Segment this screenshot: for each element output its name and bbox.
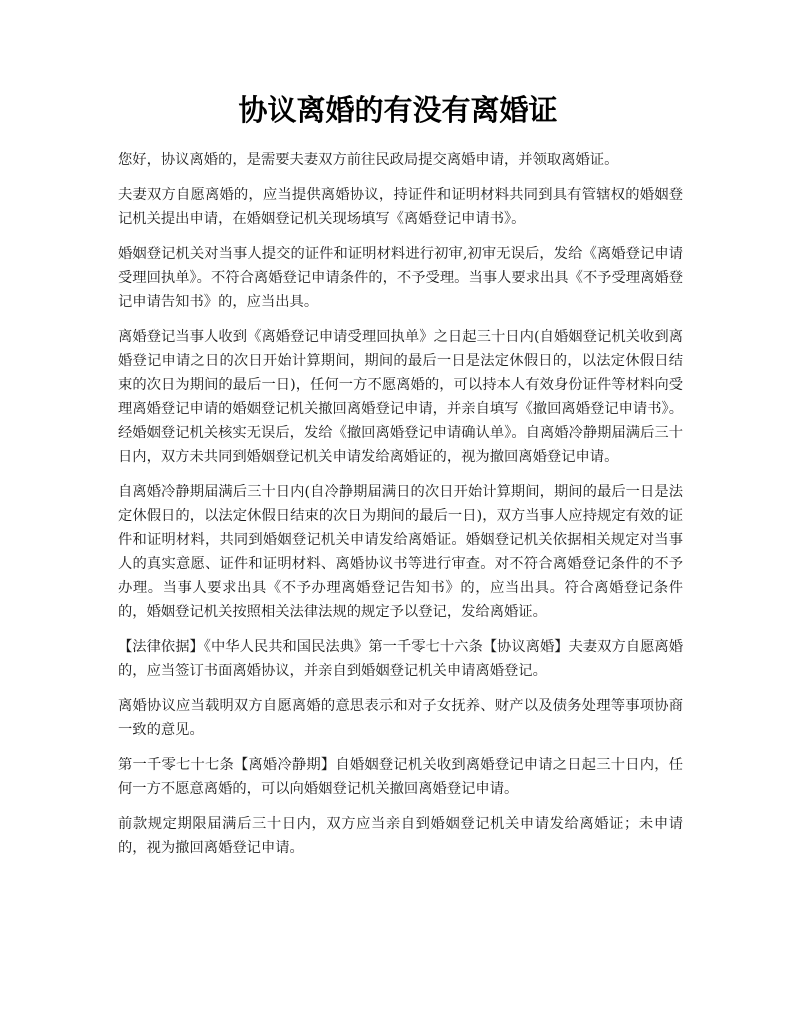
paragraph-deadline: 前款规定期限届满后三十日内，双方应当亲自到婚姻登记机关申请发给离婚证；未申请的，视为撤回离婚登记申请。 (118, 816, 683, 856)
paragraph-withdrawal: 离婚登记当事人收到《离婚登记申请受理回执单》之日起三十日内(自婚姻登记机关收到离婚登记申请之日的次日开始计算期间，期间的最后一日是法定休假日的，以法定休假日结束的次日为期间的最后一日)，任何一方不愿离婚的，可以持本人有效身份证件等材料向受理离婚登记申请的婚姻登记机关撤回离婚登记申请，并亲自填写《撤回离婚登记申请书》。经婚姻登记机关核实无误后，发给《撤回离婚登记申请确认单》。自离婚冷静期届满后三十日内，双方未共同到婚姻登记机关申请发给离婚证的，视为撤回离婚登记申请。 (118, 329, 683, 465)
paragraph-cooling-off: 第一千零七十七条【离婚冷静期】自婚姻登记机关收到离婚登记申请之日起三十日内，任何一方不愿意离婚的，可以向婚姻登记机关撤回离婚登记申请。 (118, 757, 683, 797)
document-title: 协议离婚的有没有离婚证 (238, 93, 558, 127)
paragraph-agreement-content: 离婚协议应当载明双方自愿离婚的意思表示和对子女抚养、财产以及债务处理等事项协商一致的意见。 (118, 698, 683, 738)
paragraph-certificate-issue: 自离婚冷静期届满后三十日内(自冷静期届满日的次日开始计算期间，期间的最后一日是法定休假日的，以法定休假日结束的次日为期间的最后一日)，双方当事人应持规定有效的证件和证明材料，共同到婚姻登记机关申请发给离婚证。婚姻登记机关依据相关规定对当事人的真实意愿、证件和证明材料、离婚协议书等进行审查。对不符合离婚登记条件的不予办理。当事人要求出具《不予办理离婚登记告知书》的，应当出具。符合离婚登记条件的，婚姻登记机关按照相关法律法规的规定予以登记，发给离婚证。 (118, 484, 683, 620)
paragraph-intro: 您好，协议离婚的，是需要夫妻双方前往民政局提交离婚申请，并领取离婚证。 (118, 152, 619, 168)
paragraph-legal-basis: 【法律依据】《中华人民共和国民法典》第一千零七十六条【协议离婚】夫妻双方自愿离婚的，应当签订书面离婚协议，并亲自到婚姻登记机关申请离婚登记。 (118, 639, 683, 679)
paragraph-application: 夫妻双方自愿离婚的，应当提供离婚协议，持证件和证明材料共同到具有管辖权的婚姻登记机关提出申请，在婚姻登记机关现场填写《离婚登记申请书》。 (118, 187, 683, 227)
paragraph-review: 婚姻登记机关对当事人提交的证件和证明材料进行初审,初审无误后，发给《离婚登记申请受理回执单》。不符合离婚登记申请条件的，不予受理。当事人要求出具《不予受理离婚登记申请告知书》的，应当出具。 (118, 246, 683, 310)
document-body (118, 148, 683, 871)
